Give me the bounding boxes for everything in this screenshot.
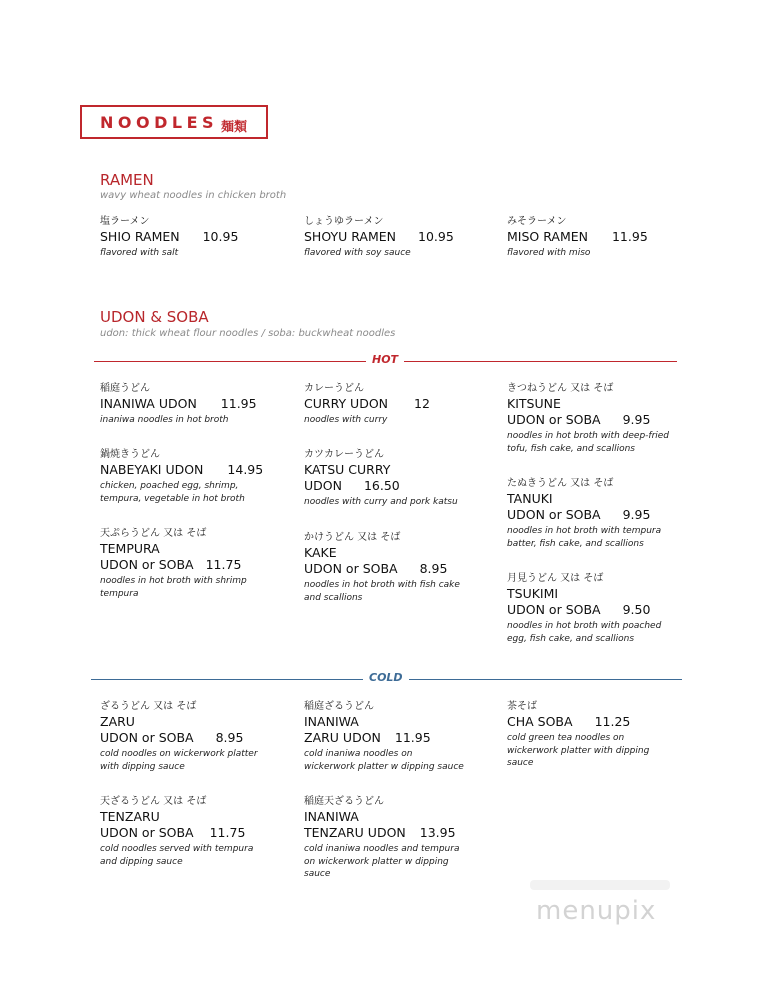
item-description: flavored with miso	[507, 248, 591, 258]
item-name	[507, 602, 687, 618]
item-description-line: chicken, poached egg, shrimp,	[100, 481, 239, 491]
menu-item-miso-ramen	[507, 215, 687, 260]
item-description-line: sauce	[304, 869, 331, 879]
item-name-line1: TEMPURA	[100, 541, 160, 556]
item-name	[507, 507, 687, 523]
item-name	[304, 561, 484, 577]
item-description-line: sauce	[507, 758, 534, 768]
menu-item-cha-soba	[507, 700, 687, 770]
item-description-line: cold noodles on wickerwork platter	[100, 749, 258, 759]
item-name-line1: INANIWA	[304, 714, 359, 729]
item-description	[100, 575, 280, 600]
item-description	[304, 748, 484, 773]
menu-item-tanuki	[507, 477, 687, 550]
udon-soba-section-title: UDON & SOBA	[100, 308, 209, 326]
menu-item-inaniwa-udon	[100, 382, 280, 427]
page-title-jp: 麺類	[221, 120, 248, 135]
item-jp-name: かけうどん 又は そば	[304, 532, 401, 543]
item-name-text: UDON or SOBA	[100, 730, 194, 745]
item-name	[100, 229, 280, 245]
watermark-blur	[530, 880, 670, 890]
item-description: flavored with salt	[100, 248, 179, 258]
item-price: 11.75	[209, 825, 246, 840]
item-price: 14.95	[227, 462, 264, 477]
item-name-text: UDON or SOBA	[100, 557, 194, 572]
item-jp-name: 天ぷらうどん 又は そば	[100, 528, 207, 539]
item-name-line1: KAKE	[304, 545, 337, 560]
item-description-line: noodles in hot broth with fish cake	[304, 580, 460, 590]
ramen-section-subtitle: wavy wheat noodles in chicken broth	[100, 190, 287, 201]
item-name-text: MISO RAMEN	[507, 229, 588, 244]
item-name	[507, 714, 687, 730]
item-description: flavored with soy sauce	[304, 248, 411, 258]
item-description-line: wickerwork platter w dipping sauce	[304, 761, 464, 772]
item-description-line: tofu, fish cake, and scallions	[507, 443, 635, 454]
item-description	[507, 732, 687, 770]
item-price: 13.95	[419, 825, 456, 840]
item-price: 11.75	[205, 557, 242, 572]
item-name	[100, 730, 280, 746]
item-name-text: UDON or SOBA	[304, 561, 398, 576]
menu-item-tenzaru	[100, 795, 280, 868]
menu-item-kake	[304, 531, 484, 604]
item-name-text: UDON or SOBA	[507, 507, 601, 522]
item-price: 11.95	[220, 396, 257, 411]
udon-soba-section-subtitle: udon: thick wheat flour noodles / soba: buckwheat noodles	[100, 328, 396, 339]
cold-divider-label: COLD	[363, 671, 409, 684]
item-name	[304, 396, 484, 412]
item-description-line: noodles in hot broth with tempura	[507, 526, 662, 536]
item-name-text: UDON or SOBA	[100, 825, 194, 840]
item-description	[507, 525, 687, 550]
item-price: 8.95	[419, 561, 448, 576]
item-price: 11.95	[611, 229, 648, 244]
item-description-line: cold inaniwa noodles and tempura	[304, 844, 460, 854]
item-name-text: SHOYU RAMEN	[304, 229, 397, 244]
item-description	[100, 843, 280, 868]
item-name-line1: TSUKIMI	[507, 586, 559, 601]
hot-divider-label: HOT	[366, 353, 404, 366]
item-name	[304, 730, 484, 746]
item-name-line1: ZARU	[100, 714, 135, 729]
item-price: 9.50	[622, 602, 651, 617]
item-price: 8.95	[215, 730, 244, 745]
item-jp-name: ざるうどん 又は そば	[100, 701, 197, 712]
menu-item-inaniwa-zaru-udon	[304, 700, 484, 773]
menu-item-nabeyaki-udon	[100, 448, 280, 505]
item-jp-name: きつねうどん 又は そば	[507, 383, 614, 394]
item-price: 10.95	[202, 229, 239, 244]
item-description	[100, 480, 280, 505]
menu-item-katsu-curry	[304, 448, 484, 509]
item-name-line1: KATSU CURRY	[304, 462, 391, 477]
item-description-line: noodles in hot broth with deep-fried	[507, 431, 670, 441]
item-name-text: UDON or SOBA	[507, 602, 601, 617]
item-jp-name: カレーうどん	[304, 383, 364, 394]
item-name	[304, 825, 484, 841]
item-name-line1: TANUKI	[507, 491, 553, 506]
item-name-line1: KITSUNE	[507, 396, 561, 411]
item-description-line: egg, fish cake, and scallions	[507, 633, 635, 644]
item-price: 12	[414, 396, 430, 411]
item-name-text: CURRY UDON	[304, 396, 389, 411]
item-name	[304, 229, 484, 245]
item-description-line: with dipping sauce	[100, 761, 185, 772]
item-name	[100, 462, 280, 478]
item-description	[304, 579, 484, 604]
item-jp-name: 鍋焼きうどん	[100, 449, 160, 460]
menu-item-kitsune	[507, 382, 687, 455]
item-jp-name: カツカレーうどん	[304, 449, 384, 460]
item-name	[304, 478, 484, 494]
item-price: 11.25	[594, 714, 631, 729]
item-price: 10.95	[418, 229, 454, 244]
menu-item-tsukimi	[507, 572, 687, 645]
item-name-text: TENZARU UDON	[304, 825, 406, 840]
item-description: noodles with curry and pork katsu	[304, 497, 458, 507]
item-description	[507, 430, 687, 455]
item-price: 9.95	[622, 412, 651, 427]
ramen-section-title: RAMEN	[100, 171, 154, 189]
item-jp-name: みそラーメン	[507, 216, 567, 227]
menu-item-zaru	[100, 700, 280, 773]
item-price: 16.50	[363, 478, 400, 493]
item-name-line1: TENZARU	[100, 809, 160, 824]
item-name-text: NABEYAKI UDON	[100, 462, 204, 477]
item-jp-name: 茶そば	[507, 701, 537, 712]
item-name-text: UDON	[304, 478, 342, 493]
item-description: inaniwa noodles in hot broth	[100, 415, 229, 425]
menu-item-shoyu-ramen	[304, 215, 484, 260]
item-description-line: wickerwork platter with dipping	[507, 745, 650, 756]
item-name	[100, 825, 280, 841]
item-name-text: UDON or SOBA	[507, 412, 601, 427]
item-price: 11.95	[394, 730, 431, 745]
item-description-line: batter, fish cake, and scallions	[507, 538, 644, 549]
item-jp-name: 月見うどん 又は そば	[507, 573, 604, 584]
item-description-line: noodles in hot broth with shrimp	[100, 576, 247, 586]
item-name	[507, 229, 687, 245]
item-description-line: cold noodles served with tempura	[100, 844, 254, 854]
item-name-text: SHIO RAMEN	[100, 229, 180, 244]
item-jp-name: 稲庭ざるうどん	[304, 701, 374, 712]
item-name-text: INANIWA UDON	[100, 396, 197, 411]
item-price: 9.95	[622, 507, 651, 522]
item-name-text: ZARU UDON	[304, 730, 381, 745]
item-description-line: cold green tea noodles on	[507, 733, 625, 743]
item-jp-name: 天ざるうどん 又は そば	[100, 796, 207, 807]
watermark-logo: menupix	[536, 896, 657, 926]
item-description-line: on wickerwork platter w dipping	[304, 856, 449, 867]
item-name	[100, 396, 280, 412]
menu-item-shio-ramen	[100, 215, 280, 260]
item-description	[507, 620, 687, 645]
item-description-line: tempura	[100, 588, 139, 599]
item-name-text: CHA SOBA	[507, 714, 573, 729]
item-description	[100, 748, 280, 773]
menu-item-inaniwa-tenzaru-udon	[304, 795, 484, 881]
item-description: noodles with curry	[304, 415, 388, 425]
item-description-line: tempura, vegetable in hot broth	[100, 493, 245, 504]
item-name-line1: INANIWA	[304, 809, 359, 824]
menu-item-curry-udon	[304, 382, 484, 427]
menu-item-tempura	[100, 527, 280, 600]
item-name	[100, 557, 280, 573]
item-jp-name: しょうゆラーメン	[304, 216, 384, 227]
item-description-line: and dipping sauce	[100, 856, 183, 867]
item-jp-name: 塩ラーメン	[100, 216, 150, 227]
item-description-line: cold inaniwa noodles on	[304, 749, 413, 759]
item-description-line: noodles in hot broth with poached	[507, 621, 662, 631]
item-jp-name: たぬきうどん 又は そば	[507, 478, 614, 489]
item-name	[507, 412, 687, 428]
page-title: NOODLES	[100, 113, 219, 132]
item-jp-name: 稲庭天ざるうどん	[304, 796, 384, 807]
item-jp-name: 稲庭うどん	[100, 383, 150, 394]
item-description	[304, 843, 484, 881]
item-description-line: and scallions	[304, 592, 363, 603]
